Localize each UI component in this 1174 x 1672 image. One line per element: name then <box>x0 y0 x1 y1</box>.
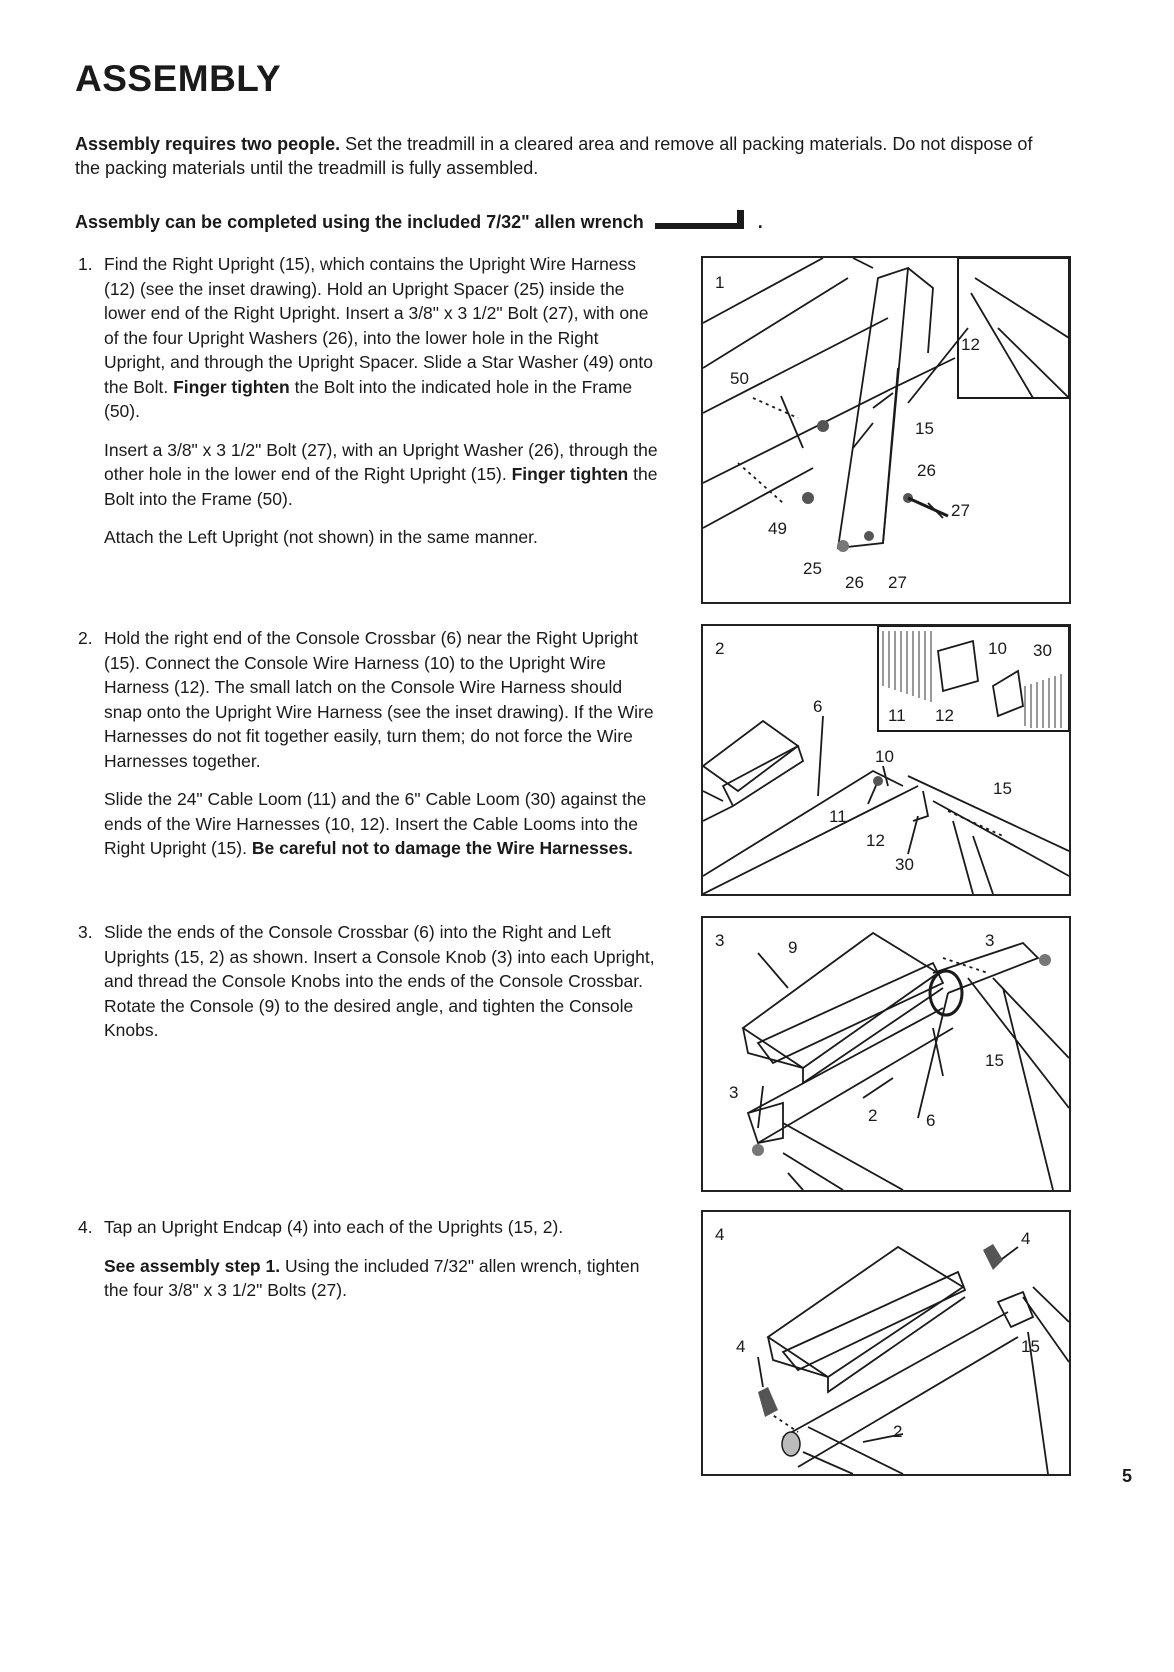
callout: 11 <box>888 706 906 725</box>
callout: 3 <box>729 1083 739 1102</box>
step-1-paragraph-2 <box>104 438 658 512</box>
callout: 30 <box>895 855 914 874</box>
callout: 50 <box>730 369 749 388</box>
intro-bold-lead: Assembly requires two people. <box>75 134 341 154</box>
callout: 49 <box>768 519 787 538</box>
figure-number: 1 <box>715 273 725 292</box>
callout: 27 <box>951 501 970 520</box>
callout: 15 <box>1021 1337 1040 1356</box>
step-1 <box>78 252 658 564</box>
figure-number: 4 <box>715 1225 725 1244</box>
figure-number: 2 <box>715 639 725 658</box>
step-3-paragraph-1: Slide the ends of the Console Crossbar (6) into the Right and Left Uprights (15, 2) as shown. Insert a Console Knob (3) into each Upright, and thread the Console Knobs into the ends of the Console Crossbar. Rotate the Console (9) to the desired angle, and tighten the Console Knobs. <box>104 922 655 1040</box>
allen-wrench-icon <box>653 208 753 232</box>
wrench-note <box>75 208 763 233</box>
page-title: ASSEMBLY <box>75 58 282 99</box>
figure-1-drawing <box>703 258 1069 602</box>
callout: 10 <box>988 639 1007 658</box>
callout: 4 <box>1021 1229 1031 1248</box>
callout: 11 <box>829 807 847 826</box>
callout: 6 <box>813 697 823 716</box>
step-text: Using the included 7/32" allen wrench, tighten the four 3/8" x 3 1/2" Bolts (27). <box>104 1255 640 1300</box>
step-1-paragraph-3: Attach the Left Upright (not shown) in the same manner. <box>104 527 538 547</box>
callout: 9 <box>788 938 798 957</box>
callout: 10 <box>875 747 894 766</box>
callout: 26 <box>917 461 936 480</box>
callout: 26 <box>845 573 864 592</box>
figure-2-drawing <box>703 626 1069 894</box>
step-bold: Finger tighten <box>511 464 629 484</box>
callout: 12 <box>866 831 885 850</box>
page-number: 5 <box>1122 1466 1133 1486</box>
step-number: 3. <box>78 922 93 942</box>
figure-number: 3 <box>715 931 725 950</box>
wrench-note-text: Assembly can be completed using the included 7/32" allen wrench <box>75 212 644 232</box>
step-text: Insert a 3/8" x 3 1/2" Bolt (27), with an Upright Washer (26), through the other hole in the lower end of the Right Upright (15). <box>104 439 658 484</box>
callout: 12 <box>961 335 980 354</box>
step-number: 4. <box>78 1217 93 1237</box>
step-number: 1. <box>78 254 93 274</box>
step-text: Find the Right Upright (15), which contains the Upright Wire Harness (12) (see the inset drawing). Hold an Upright Spacer (25) inside the lower end of the Right Upright. Insert a 3/8" x 3 1/2" Bolt (27), with one of the four Upright Washers (26), into the lower hole in the Right Upright, and through the Upright Spacer. Slide a Star Washer (49) onto the Bolt. <box>104 254 653 397</box>
step-bold: Be careful not to damage the Wire Harnesses. <box>251 838 633 858</box>
figure-4 <box>701 1210 1071 1476</box>
wrench-note-period: . <box>757 212 763 232</box>
callout: 4 <box>736 1337 746 1356</box>
step-bold: See assembly step 1. <box>104 1255 281 1276</box>
step-number: 2. <box>78 628 93 648</box>
step-2-paragraph-2 <box>104 787 658 861</box>
step-4-paragraph-1: Tap an Upright Endcap (4) into each of the Uprights (15, 2). <box>104 1217 564 1237</box>
callout: 30 <box>1033 641 1052 660</box>
figure-1 <box>701 256 1071 604</box>
step-bold: Finger tighten <box>173 376 290 397</box>
callout: 12 <box>935 706 954 725</box>
step-4 <box>78 1215 658 1317</box>
step-text: the Bolt into the indicated hole in the Frame (50). <box>104 376 633 421</box>
intro-paragraph <box>75 132 1035 180</box>
step-1-paragraph-1 <box>104 252 658 424</box>
callout: 3 <box>985 931 995 950</box>
callout: 15 <box>993 779 1012 798</box>
callout: 15 <box>915 419 934 438</box>
figure-3-drawing <box>703 918 1069 1190</box>
callout: 25 <box>803 559 822 578</box>
step-text: Slide the 24" Cable Loom (11) and the 6" Cable Loom (30) against the ends of the Wire Harnesses (10, 12). Insert the Cable Looms into the Right Upright (15). <box>104 789 647 858</box>
callout: 2 <box>893 1422 903 1441</box>
step-2 <box>78 626 658 875</box>
step-4-paragraph-2 <box>104 1254 658 1303</box>
callout: 15 <box>985 1051 1004 1070</box>
callout: 27 <box>888 573 907 592</box>
step-2-paragraph-1: Hold the right end of the Console Crossbar (6) near the Right Upright (15). Connect the Console Wire Harness (10) to the Upright Wire Harness (12). The small latch on the Console Wire Harness should snap onto the Upright Wire Harness (see the inset drawing). If the Wire Harnesses do not fit together easily, turn them; do not force the Wire Harnesses together. <box>104 628 654 771</box>
figure-4-drawing <box>703 1212 1069 1474</box>
callout: 6 <box>926 1111 936 1130</box>
figure-3 <box>701 916 1071 1192</box>
figure-2 <box>701 624 1071 896</box>
intro-text: Set the treadmill in a cleared area and remove all packing materials. Do not dispose of the packing materials until the treadmill is fully assembled. <box>75 134 1033 178</box>
step-text: the Bolt into the Frame (50). <box>104 464 658 509</box>
callout: 2 <box>868 1106 878 1125</box>
step-3 <box>78 920 658 1057</box>
